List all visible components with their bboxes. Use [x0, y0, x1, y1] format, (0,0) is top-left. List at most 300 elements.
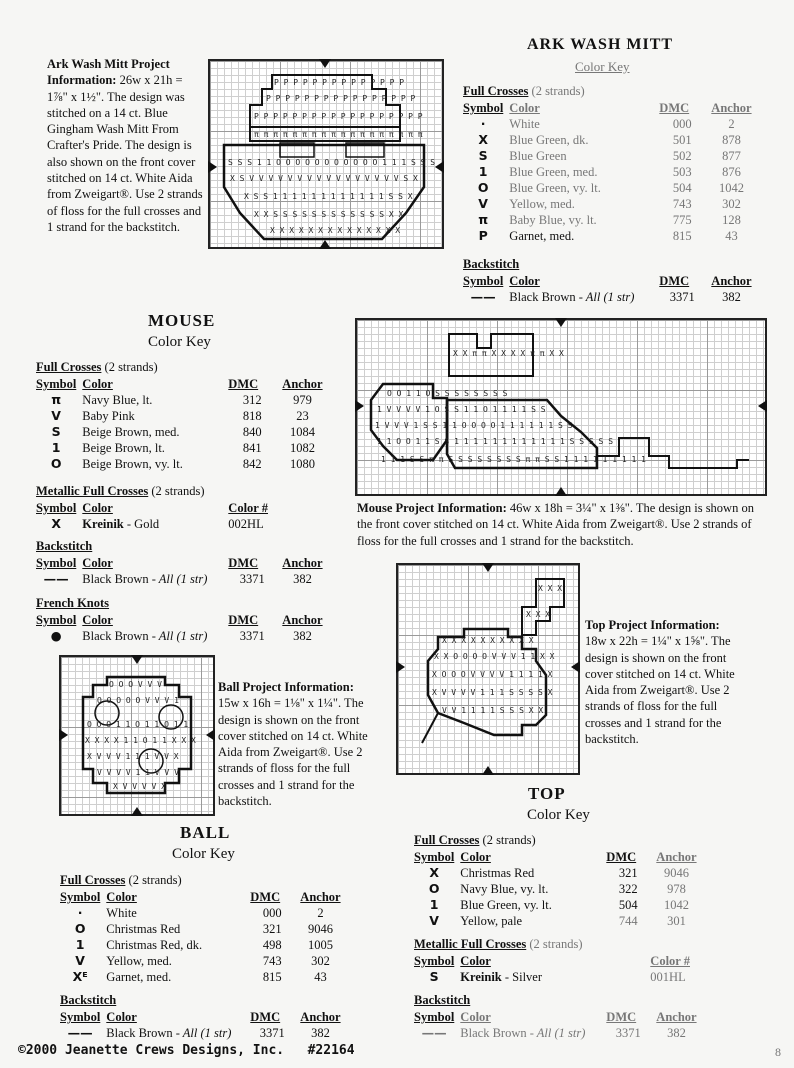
key-dmc: 503: [672, 165, 692, 179]
key-dmc: 321: [618, 866, 638, 880]
key-symbol: S: [51, 424, 61, 439]
ark-stitch-row-9: X X X X X X X X X X X X X X: [270, 226, 401, 235]
top-met-header-symbol: Symbol: [414, 954, 455, 968]
key-anchor: 878: [722, 133, 741, 147]
top-stitch-row-6: X V V V V 1 1 1 S S S S X: [432, 688, 553, 697]
ark-stitch-row-8: X X S S S S S S S S S S S S X X: [254, 210, 404, 219]
top-met-header-colornum: Color #: [650, 954, 690, 968]
mouse-french-label: French Knots: [36, 596, 110, 610]
ball-header-symbol: Symbol: [60, 890, 101, 904]
mouse-fk-header-color: Color: [82, 613, 113, 627]
key-dmc: 3371: [239, 629, 265, 643]
key-anchor: 43: [725, 229, 738, 243]
table-row: [36, 440, 329, 456]
mouse-stitch-row-2: O O 1 1 O S S S S S S S S: [387, 389, 508, 398]
key-color-name: Kreinik: [82, 517, 124, 531]
key-anchor: 43: [314, 970, 327, 984]
ark-backstitch-header: [463, 273, 758, 289]
footer-copyright: [18, 1043, 355, 1058]
mouse-stitch-row-3: 1 V V V V 1 O S S 1 1 O 1 1 1 1 S S: [377, 405, 546, 414]
key-color: White: [509, 117, 540, 131]
top-backstitch-header: [414, 1009, 703, 1025]
ark-center-marker-top: [319, 59, 331, 68]
key-symbol: X: [51, 516, 61, 531]
key-symbol: 1: [51, 440, 61, 455]
ball-full-crosses-label: Full Crosses: [60, 873, 126, 887]
ark-stitch-row-4: π π π π π π π π π π π π π π π π π π: [254, 130, 423, 139]
ball-info: [218, 679, 368, 809]
top-center-marker-right: [571, 661, 580, 673]
key-color: [82, 516, 228, 532]
key-color: Baby Pink: [82, 409, 135, 423]
top-bs-header-color: Color: [460, 1010, 491, 1024]
key-color-note: - All (1 str): [175, 1026, 232, 1040]
key-symbol: ——: [421, 1025, 447, 1040]
top-stitch-row-4: X X O O O O V V V 1 1 X X: [434, 652, 555, 661]
key-color: Yellow, med.: [509, 197, 575, 211]
key-color-note: - All (1 str): [151, 572, 208, 586]
ball-header-dmc: DMC: [250, 890, 281, 904]
key-dmc: 502: [672, 149, 692, 163]
table-row: [414, 969, 696, 985]
key-color-note: - All (1 str): [578, 290, 635, 304]
table-row: [463, 180, 758, 196]
key-dmc: 743: [262, 954, 282, 968]
key-anchor: 1042: [663, 898, 689, 912]
key-anchor: 382: [293, 572, 312, 586]
key-dmc: 842: [242, 457, 262, 471]
ball-stitch-row-2: O O O O O V V V 1: [97, 696, 179, 705]
ball-center-marker-right: [206, 729, 215, 741]
ark-stitch-row-6: X S V V V V V V V V V V V V V V V V S X: [230, 174, 418, 183]
mouse-header-anchor: Anchor: [282, 377, 323, 391]
key-color: Christmas Red: [106, 922, 181, 936]
ark-header-dmc: DMC: [659, 101, 690, 115]
key-color: [460, 969, 650, 985]
mouse-bs-header-symbol: Symbol: [36, 556, 77, 570]
key-anchor: 978: [667, 882, 686, 896]
table-row: [60, 969, 347, 985]
key-dmc: 3371: [239, 572, 265, 586]
ball-full-crosses-heading: [60, 873, 182, 888]
key-anchor: 1082: [289, 441, 315, 455]
key-symbol: 1: [429, 897, 439, 912]
key-anchor: 876: [722, 165, 741, 179]
key-symbol: X: [429, 865, 439, 880]
key-color: Blue Green, vy. lt.: [509, 181, 601, 195]
ark-bs-header-anchor: Anchor: [711, 274, 752, 288]
key-dmc: 000: [672, 117, 692, 131]
top-title: TOP: [528, 784, 566, 803]
key-dmc: 743: [672, 197, 692, 211]
ark-info-text: 26w x 21h = 1⅞" x 1½". The design was stitched on a 14 ct. Blue Gingham Wash Mitt From Crafter's Pride. The design is also shown on the front cover stitched on 14 ct. White Aida from Zweigart®. Use 2 strands of floss for the full crosses and 1 strand for the backstitch.: [47, 73, 203, 234]
ark-bs-header-symbol: Symbol: [463, 274, 504, 288]
key-anchor: 302: [722, 197, 741, 211]
mouse-chart: [355, 318, 767, 496]
key-color-name: Black Brown: [509, 290, 576, 304]
mouse-stitch-row-4: 1 V V V 1 S S 1 1 O O O O 1 1 1 1 1 1 S S: [375, 421, 573, 430]
table-row: [463, 196, 758, 212]
key-symbol: π: [478, 212, 489, 227]
top-metallic-note: (2 strands): [529, 937, 583, 951]
mouse-center-marker-right: [758, 400, 767, 412]
top-header-dmc: DMC: [606, 850, 637, 864]
key-color: Beige Brown, lt.: [82, 441, 165, 455]
top-key-header: [414, 849, 703, 865]
table-row: [60, 953, 347, 969]
top-info: [585, 617, 735, 747]
mouse-subtitle: Color Key: [148, 334, 211, 350]
mouse-backstitch-heading: [36, 539, 92, 554]
table-row: [463, 212, 758, 228]
key-symbol: ——: [470, 289, 496, 304]
ball-backstitch-heading: [60, 993, 116, 1008]
ark-center-marker-bottom: [319, 240, 331, 249]
key-code: 002HL: [228, 517, 264, 531]
ark-stitch-row-7: X S S 1 1 1 1 1 1 1 1 1 1 1 1 S S X: [244, 192, 413, 201]
ark-full-crosses-note: (2 strands): [531, 84, 585, 98]
ball-bs-header-symbol: Symbol: [60, 1010, 101, 1024]
key-anchor: 2: [728, 117, 735, 131]
mouse-fk-header-symbol: Symbol: [36, 613, 77, 627]
table-row: [463, 228, 758, 244]
top-metallic-label: Metallic Full Crosses: [414, 937, 527, 951]
key-color-note: - All (1 str): [151, 629, 208, 643]
top-center-marker-left: [396, 661, 405, 673]
footer-code: #22164: [307, 1043, 355, 1058]
mouse-header-dmc: DMC: [228, 377, 259, 391]
top-chart-figure: [398, 565, 578, 773]
table-row: [36, 392, 329, 408]
ark-stitch-row-1: P P P P P P P P P P P P P P: [274, 78, 405, 87]
key-dmc: 504: [672, 181, 692, 195]
table-row: [60, 921, 347, 937]
key-symbol: P: [478, 228, 488, 243]
ball-chart-figure: [61, 657, 213, 814]
key-color: Blue Green, dk.: [509, 133, 589, 147]
top-stitch-row-7: V V 1 1 1 1 S S S X X: [442, 706, 544, 715]
ark-chart-figure: [210, 61, 442, 247]
top-full-crosses-note: (2 strands): [482, 833, 536, 847]
key-anchor: 23: [296, 409, 309, 423]
mouse-french-header: [36, 612, 329, 628]
mouse-chart-figure: [357, 320, 765, 494]
page-number: 8: [775, 1045, 781, 1059]
key-anchor: 128: [722, 213, 741, 227]
mouse-header-color: Color: [82, 377, 113, 391]
table-row: [463, 132, 758, 148]
ark-info: [47, 56, 203, 235]
top-header-color: Color: [460, 850, 491, 864]
ball-header-color: Color: [106, 890, 137, 904]
key-symbol: V: [51, 408, 61, 423]
table-row: [414, 865, 703, 881]
mouse-fk-header-dmc: DMC: [228, 613, 259, 627]
key-color-name: Black Brown: [460, 1026, 527, 1040]
mouse-metallic-table: [36, 500, 274, 532]
key-anchor: 979: [293, 393, 312, 407]
key-dmc: 841: [242, 441, 262, 455]
key-color: [509, 289, 659, 305]
key-dmc: 3371: [615, 1026, 641, 1040]
key-symbol: S: [429, 969, 439, 984]
top-center-marker-bottom: [482, 766, 494, 775]
mouse-full-crosses-label: Full Crosses: [36, 360, 102, 374]
footer-copyright-text: ©2000 Jeanette Crews Designs, Inc.: [18, 1043, 285, 1058]
key-anchor: 1080: [289, 457, 315, 471]
ball-bs-header-dmc: DMC: [250, 1010, 281, 1024]
top-stitch-row-2: X X X: [526, 610, 551, 619]
ball-center-marker-top: [131, 655, 143, 664]
top-stitch-row-1: X X X: [538, 584, 563, 593]
table-row: [414, 913, 703, 929]
mouse-info-label: Mouse Project Information:: [357, 501, 507, 515]
ball-chart: [59, 655, 215, 816]
ark-title: ARK WASH MITT: [527, 36, 674, 53]
mouse-key-header: [36, 376, 329, 392]
mouse-center-marker-top: [555, 318, 567, 327]
key-symbol: S: [478, 148, 488, 163]
key-color: Christmas Red: [460, 866, 535, 880]
top-backstitch-label: Backstitch: [414, 993, 471, 1007]
top-info-label: Top Project Information:: [585, 618, 720, 632]
ball-backstitch-label: Backstitch: [60, 993, 117, 1007]
key-symbol: V: [429, 913, 439, 928]
ark-backstitch-table: [463, 273, 758, 305]
table-row: [36, 628, 329, 644]
ark-header-color: Color: [509, 101, 540, 115]
key-color: Beige Brown, vy. lt.: [82, 457, 183, 471]
key-anchor: 382: [311, 1026, 330, 1040]
key-color: [82, 628, 228, 644]
key-symbol: 1: [75, 937, 85, 952]
top-spike: [422, 713, 438, 743]
key-symbol: O: [74, 921, 86, 936]
key-symbol: O: [428, 881, 440, 896]
top-color-key-table: [414, 849, 703, 929]
key-symbol: ·: [480, 116, 486, 131]
ball-bs-header-anchor: Anchor: [300, 1010, 341, 1024]
ball-header-anchor: Anchor: [300, 890, 341, 904]
key-anchor: 382: [667, 1026, 686, 1040]
mouse-fk-header-anchor: Anchor: [282, 613, 323, 627]
key-anchor: 382: [722, 290, 741, 304]
mouse-full-crosses-heading: [36, 360, 158, 375]
key-symbol: X: [478, 132, 488, 147]
top-info-text: 18w x 22h = 1¼" x 1⅝". The design is shown on the front cover stitched on 14 ct. White Aida from Zweigart®. Use 2 strands of floss for the full crosses and 1 strand for the backstitch.: [585, 634, 735, 747]
mouse-color-key-table: [36, 376, 329, 472]
key-dmc: 775: [672, 213, 692, 227]
key-color: Blue Green, med.: [509, 165, 598, 179]
key-color: Blue Green: [509, 149, 567, 163]
key-anchor: 301: [667, 914, 686, 928]
ball-key-header: [60, 889, 347, 905]
key-color-name: Black Brown: [82, 629, 149, 643]
ark-chart: [208, 59, 444, 249]
key-color-name: Black Brown: [82, 572, 149, 586]
key-dmc: 312: [242, 393, 262, 407]
key-dmc: 744: [618, 914, 638, 928]
mouse-center-marker-left: [355, 400, 364, 412]
ark-full-crosses-label: Full Crosses: [463, 84, 529, 98]
top-stitch-row-3: X X X X X X X X X X: [442, 636, 534, 645]
ball-center-marker-bottom: [131, 807, 143, 816]
key-symbol: O: [50, 456, 62, 471]
top-metallic-header: [414, 953, 696, 969]
table-row: [60, 1025, 347, 1041]
ark-info-label: Ark Wash Mitt Project Information:: [47, 57, 170, 88]
mouse-bs-header-color: Color: [82, 556, 113, 570]
top-metallic-table: [414, 953, 696, 985]
ball-stitch-row-6: V V V V 1 1 V V V: [97, 768, 179, 777]
key-dmc: 818: [242, 409, 262, 423]
ball-color-key-table: [60, 889, 347, 985]
mouse-bs-header-dmc: DMC: [228, 556, 259, 570]
ark-full-crosses-heading: [463, 84, 585, 99]
key-color-note: - Gold: [126, 517, 160, 531]
key-symbol: ——: [43, 571, 69, 586]
mouse-met-header-symbol: Symbol: [36, 501, 77, 515]
key-color-note: - All (1 str): [529, 1026, 586, 1040]
ball-full-crosses-note: (2 strands): [128, 873, 182, 887]
ark-header-symbol: Symbol: [463, 101, 504, 115]
key-color: [460, 1025, 606, 1041]
key-color: Christmas Red, dk.: [106, 938, 203, 952]
key-color: [82, 571, 228, 587]
ark-key-header: [463, 100, 758, 116]
table-row: [36, 456, 329, 472]
mouse-metallic-label: Metallic Full Crosses: [36, 484, 149, 498]
top-subtitle: Color Key: [527, 807, 590, 823]
table-row: [36, 516, 274, 532]
top-header-symbol: Symbol: [414, 850, 455, 864]
key-color: Baby Blue, vy. lt.: [509, 213, 597, 227]
key-anchor: 877: [722, 149, 741, 163]
key-dmc: 504: [618, 898, 638, 912]
top-met-header-color: Color: [460, 954, 491, 968]
mouse-full-crosses-note: (2 strands): [104, 360, 158, 374]
ark-header-anchor: Anchor: [711, 101, 752, 115]
top-full-crosses-label: Full Crosses: [414, 833, 480, 847]
ball-bs-header-color: Color: [106, 1010, 137, 1024]
top-bs-header-anchor: Anchor: [656, 1010, 697, 1024]
table-row: [463, 116, 758, 132]
key-symbol: ●: [50, 628, 62, 643]
key-color: Garnet, med.: [509, 229, 575, 243]
mouse-stitch-row-1: X X π π X X X X π π X X: [453, 349, 564, 358]
mouse-met-header-colornum: Color #: [228, 501, 268, 515]
ark-bs-header-color: Color: [509, 274, 540, 288]
ark-stitch-row-5: S S S 1 1 O O O O O O O O O O O 1 1 1 S S S: [228, 158, 436, 167]
mouse-french-heading: [36, 596, 109, 611]
ball-title: BALL: [180, 823, 231, 842]
key-color: White: [106, 906, 137, 920]
top-chart: [396, 563, 580, 775]
table-row: [60, 905, 347, 921]
table-row: [414, 881, 703, 897]
ark-backstitch-label: Backstitch: [463, 257, 520, 271]
key-symbol: π: [51, 392, 62, 407]
ball-backstitch-header: [60, 1009, 347, 1025]
ark-color-key-table: [463, 100, 758, 244]
key-anchor: 382: [293, 629, 312, 643]
mouse-metallic-header: [36, 500, 274, 516]
key-color-name: Black Brown: [106, 1026, 173, 1040]
key-color: Yellow, pale: [460, 914, 523, 928]
mouse-header-symbol: Symbol: [36, 377, 77, 391]
table-row: [60, 937, 347, 953]
top-bs-header-symbol: Symbol: [414, 1010, 455, 1024]
mouse-stitch-row-6: 1 1 1 S S π π S S S S S S S S π π S S 1 1 1 1 1 1 1 1 1: [381, 455, 646, 464]
ark-subtitle: Color Key: [575, 59, 630, 74]
key-anchor: 9046: [663, 866, 689, 880]
key-color: Navy Blue, lt.: [82, 393, 153, 407]
mouse-metallic-heading: [36, 484, 205, 499]
mouse-stitch-row-5: 1 1 O O 1 1 S S 1 1 1 1 1 1 1 1 1 1 1 1 S S S S S: [377, 437, 614, 446]
mouse-backstitch-table: [36, 555, 329, 587]
key-color: Garnet, med.: [106, 970, 172, 984]
mouse-backstitch-header: [36, 555, 329, 571]
table-row: [463, 289, 758, 305]
key-dmc: 3371: [669, 290, 695, 304]
top-backstitch-table: [414, 1009, 703, 1041]
top-stitch-row-5: X O O O V V V V 1 1 1 1 X: [432, 670, 553, 679]
table-row: [414, 1025, 703, 1041]
ball-stitch-row-1: O O O V V V: [109, 680, 162, 689]
key-dmc: 815: [672, 229, 692, 243]
top-header-anchor: Anchor: [656, 850, 697, 864]
key-dmc: 840: [242, 425, 262, 439]
key-dmc: 000: [262, 906, 282, 920]
top-backstitch-heading: [414, 993, 470, 1008]
mouse-bs-header-anchor: Anchor: [282, 556, 323, 570]
top-full-crosses-heading: [414, 833, 536, 848]
key-dmc: 321: [262, 922, 282, 936]
table-row: [463, 164, 758, 180]
key-color-name: Kreinik: [460, 970, 502, 984]
ball-stitch-row-7: X V V V V X: [113, 782, 166, 791]
key-color: Beige Brown, med.: [82, 425, 180, 439]
ark-stitch-row-2: P P P P P P P P P P P P P P P P: [266, 94, 416, 103]
key-color-note: - Silver: [504, 970, 543, 984]
mouse-metallic-note: (2 strands): [151, 484, 205, 498]
key-anchor: 1005: [307, 938, 333, 952]
key-symbol: 1: [478, 164, 488, 179]
key-code: 001HL: [650, 970, 686, 984]
ark-backstitch-heading: [463, 257, 519, 272]
ball-stitch-row-4: X X X X 1 1 O 1 1 X X X: [85, 736, 196, 745]
mouse-info-text: 46w x 18h = 3¼" x 1⅜". The design is shown on the front cover stitched on 14 ct. White Aida from Zweigart®. Use 2 strands of floss for the full crosses and 1 strand for the backstitch.: [357, 501, 754, 548]
key-symbol: V: [478, 196, 488, 211]
key-color: Blue Green, vy. lt.: [460, 898, 552, 912]
ark-stitch-row-3: P P P P P P P P P P P P P P P P P P: [254, 112, 423, 121]
table-row: [36, 408, 329, 424]
top-bs-header-dmc: DMC: [606, 1010, 637, 1024]
key-symbol: ·: [77, 905, 83, 920]
key-anchor: 302: [311, 954, 330, 968]
table-row: [463, 148, 758, 164]
mouse-center-marker-bottom: [555, 487, 567, 496]
key-symbol: V: [75, 953, 85, 968]
ball-center-marker-left: [59, 729, 68, 741]
key-color: Navy Blue, vy. lt.: [460, 882, 549, 896]
mouse-info: [357, 500, 761, 549]
ball-subtitle: Color Key: [172, 846, 235, 862]
key-symbol: Xᴱ: [72, 969, 88, 984]
top-metallic-heading: [414, 937, 583, 952]
table-row: [36, 424, 329, 440]
mouse-title: MOUSE: [148, 311, 216, 330]
